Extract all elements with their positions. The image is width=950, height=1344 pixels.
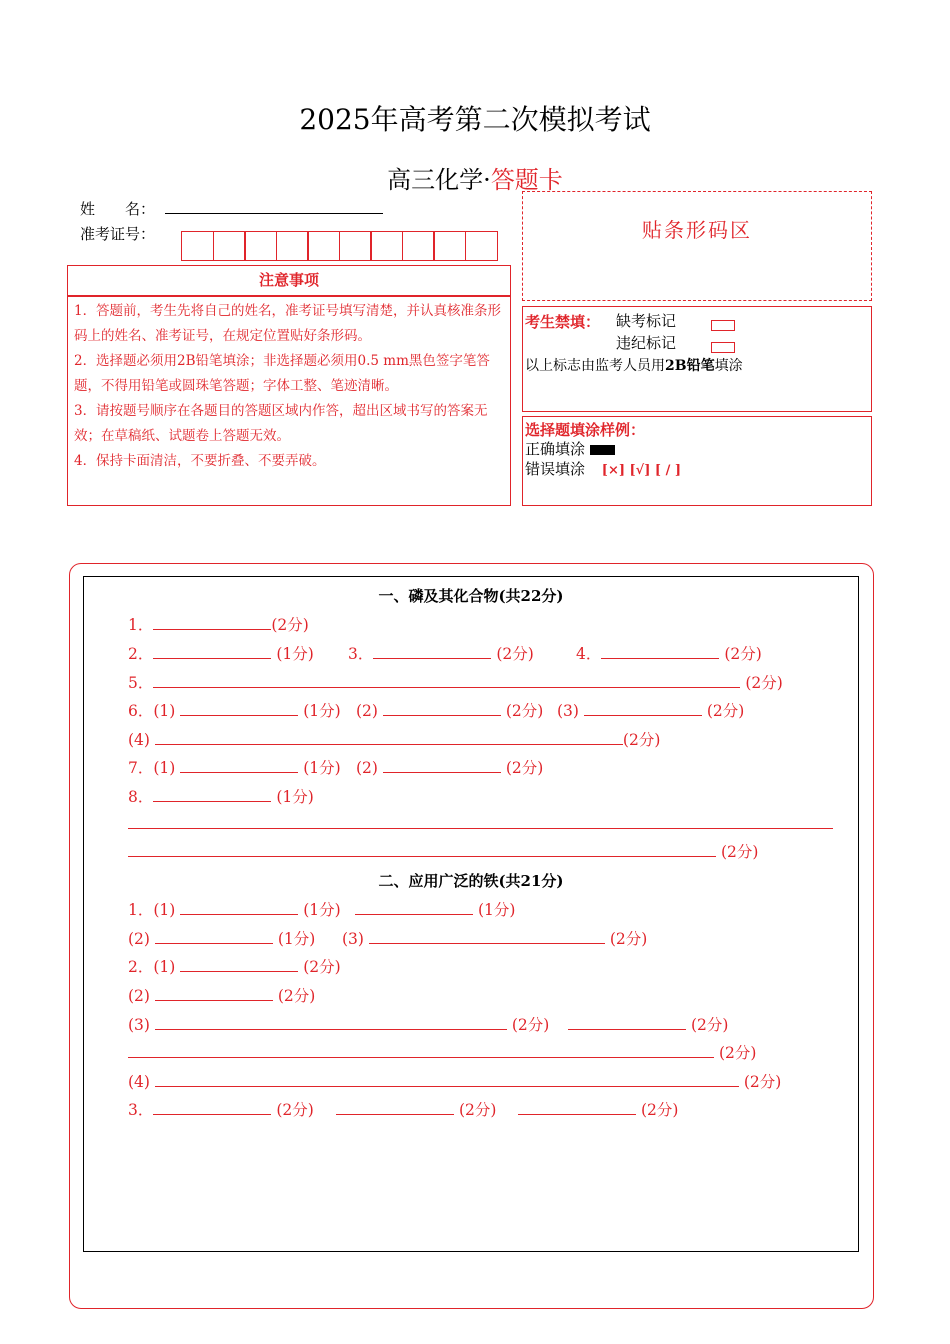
q2-row xyxy=(128,642,314,664)
score: (2分) xyxy=(622,731,661,749)
notice-item-3 xyxy=(74,399,504,449)
answer-card-label: 答题卡 xyxy=(490,166,563,194)
absent-label: 缺考标记 xyxy=(616,312,677,330)
r1-row xyxy=(128,898,341,920)
q-num: (2) xyxy=(356,702,378,720)
r5-row xyxy=(128,984,315,1006)
notice-num: 3． xyxy=(74,403,97,419)
section-2-heading: 二、应用广泛的铁(共21分) xyxy=(378,872,564,890)
notice-text: 保持卡面清洁，不要折叠、不要弄破。 xyxy=(96,453,326,469)
examiner-only-box xyxy=(522,306,872,412)
answer-line[interactable] xyxy=(128,828,833,829)
score: (2分) xyxy=(276,1101,314,1119)
q7-2-row xyxy=(356,756,543,778)
answer-blank[interactable] xyxy=(180,758,298,773)
q5-row xyxy=(128,671,783,693)
q-num: 2． xyxy=(128,645,154,663)
score: (2分) xyxy=(690,1016,729,1034)
q-num: 3． xyxy=(348,645,374,663)
id-digit-box[interactable] xyxy=(370,231,403,261)
score: (1分) xyxy=(303,759,341,777)
score: (2分) xyxy=(303,958,341,976)
exam-id-label: 准考证号： xyxy=(80,225,156,243)
r4-row xyxy=(128,955,341,977)
score: (1分) xyxy=(277,930,316,948)
answer-blank[interactable] xyxy=(155,929,273,944)
answer-blank[interactable] xyxy=(336,1100,454,1115)
notice-text: 选择题必须用2B铅笔填涂；非选择题必须用0.5 mm黑色签字笔答题，不得用铅笔或圆珠笔答题；字体工整、笔迹清晰。 xyxy=(74,353,490,394)
q8-end-row xyxy=(128,840,758,862)
q6-3-row xyxy=(557,699,744,721)
notice-heading: 注意事项 xyxy=(67,265,511,296)
notice-num: 2． xyxy=(74,353,97,369)
subject-label: 高三化学· xyxy=(387,166,491,194)
barcode-area xyxy=(522,191,872,301)
notice-item-4 xyxy=(74,449,504,474)
q-num: 2．(1) xyxy=(128,958,176,976)
notice-num: 1． xyxy=(74,303,97,319)
answer-blank[interactable] xyxy=(383,758,501,773)
notice-box xyxy=(67,296,511,506)
wrong-fill-row xyxy=(525,458,681,479)
correct-fill-row xyxy=(525,438,615,459)
q6-4-row xyxy=(128,728,660,750)
id-digit-box[interactable] xyxy=(465,231,498,261)
r8-row xyxy=(128,1070,781,1092)
r1b-row xyxy=(355,898,515,920)
answer-blank[interactable] xyxy=(369,929,605,944)
answer-blank[interactable] xyxy=(153,644,271,659)
score: (2分) xyxy=(724,645,762,663)
q-num: 7．(1) xyxy=(128,759,176,777)
answer-blank[interactable] xyxy=(153,1100,271,1115)
score: (2分) xyxy=(720,843,759,861)
q-num: (2) xyxy=(128,987,150,1005)
answer-blank[interactable] xyxy=(355,900,473,915)
id-digit-box[interactable] xyxy=(213,231,246,261)
r6-row xyxy=(128,1013,549,1035)
q7-row xyxy=(128,756,341,778)
answer-blank[interactable] xyxy=(128,842,716,857)
barcode-label: 贴条形码区 xyxy=(642,218,752,242)
id-digit-box[interactable] xyxy=(402,231,435,261)
id-digit-box[interactable] xyxy=(244,231,277,261)
forbid-note xyxy=(525,355,743,375)
correct-fill-sample xyxy=(590,445,615,455)
wrong-fill-label: 错误填涂 xyxy=(525,460,586,478)
score: (1分) xyxy=(276,788,314,806)
r3-row xyxy=(342,927,647,949)
score: (2分) xyxy=(706,702,745,720)
answer-blank[interactable] xyxy=(601,644,719,659)
id-digit-box[interactable] xyxy=(276,231,309,261)
id-digit-box[interactable] xyxy=(181,231,214,261)
absent-mark-box[interactable] xyxy=(711,320,735,331)
score: (2分) xyxy=(609,930,648,948)
forbid-note-pre: 以上标志由监考人员用 xyxy=(525,358,665,374)
wrong-fill-samples: [×] [√] [ / ] xyxy=(601,463,681,478)
section-1-heading: 一、磷及其化合物(共22分) xyxy=(378,587,564,605)
id-digit-box[interactable] xyxy=(433,231,466,261)
r6b-row xyxy=(568,1013,728,1035)
answer-blank[interactable] xyxy=(518,1100,636,1115)
notice-item-2 xyxy=(74,349,504,399)
notice-text: 答题前，考生先将自己的姓名，准考证号填写清楚，并认真核准条形码上的姓名、准考证号，在规定位置贴好条形码。 xyxy=(74,303,501,344)
q-num: 8． xyxy=(128,788,154,806)
answer-blank[interactable] xyxy=(180,701,298,716)
score: (2分) xyxy=(745,674,783,692)
score: (1分) xyxy=(303,901,341,919)
q4-row xyxy=(576,642,762,664)
answer-blank[interactable] xyxy=(373,644,491,659)
q-num: 5． xyxy=(128,674,154,692)
id-digit-box[interactable] xyxy=(307,231,340,261)
answer-blank[interactable] xyxy=(153,673,740,688)
q-num: 1． xyxy=(128,616,154,634)
r9-row xyxy=(128,1098,314,1120)
score: (2分) xyxy=(505,702,544,720)
correct-fill-label: 正确填涂 xyxy=(525,440,586,458)
q-num: (2) xyxy=(356,759,378,777)
forbid-note-bold: 2B铅笔 xyxy=(665,358,715,374)
q-num: (3) xyxy=(342,930,364,948)
name-label: 姓 名： xyxy=(80,200,156,218)
score: (2分) xyxy=(718,1044,757,1062)
score: (2分) xyxy=(496,645,534,663)
forbid-note-post: 填涂 xyxy=(714,358,743,374)
exam-title: 2025年高考第二次模拟考试 xyxy=(299,103,651,136)
answer-blank[interactable] xyxy=(155,986,273,1001)
answer-blank[interactable] xyxy=(155,730,623,745)
q-num: (3) xyxy=(557,702,579,720)
r7-row xyxy=(128,1041,756,1063)
fill-sample-box xyxy=(522,416,872,506)
answer-blank[interactable] xyxy=(155,1015,507,1030)
q-num: 4． xyxy=(576,645,602,663)
answer-blank[interactable] xyxy=(153,787,271,802)
score: (2分) xyxy=(271,616,309,634)
notice-text: 请按题号顺序在各题目的答题区域内作答，超出区域书写的答案无效；在草稿纸、试题卷上答题无效。 xyxy=(74,403,488,444)
answer-blank[interactable] xyxy=(153,615,271,630)
score: (2分) xyxy=(277,987,316,1005)
answer-blank[interactable] xyxy=(584,701,702,716)
notice-num: 4． xyxy=(74,453,97,469)
exam-id-boxes[interactable] xyxy=(181,231,496,261)
answer-blank[interactable] xyxy=(180,900,298,915)
score: (2分) xyxy=(743,1073,782,1091)
score: (2分) xyxy=(458,1101,497,1119)
q6-2-row xyxy=(356,699,543,721)
q3-row xyxy=(348,642,534,664)
q1-row xyxy=(128,613,309,635)
score: (2分) xyxy=(640,1101,679,1119)
q-num: 6．(1) xyxy=(128,702,176,720)
violation-label: 违纪标记 xyxy=(616,334,677,352)
score: (1分) xyxy=(477,901,516,919)
q-num: (4) xyxy=(128,1073,150,1091)
r9c-row xyxy=(518,1098,678,1120)
q8-row xyxy=(128,785,314,807)
q-num: (3) xyxy=(128,1016,150,1034)
notice-item-1 xyxy=(74,299,504,349)
q-num: 3． xyxy=(128,1101,154,1119)
answer-blank[interactable] xyxy=(180,957,298,972)
score: (1分) xyxy=(303,702,341,720)
answer-blank[interactable] xyxy=(128,1043,714,1058)
answer-blank[interactable] xyxy=(568,1015,686,1030)
id-digit-box[interactable] xyxy=(339,231,372,261)
sample-title: 选择题填涂样例： xyxy=(525,421,646,439)
answer-blank[interactable] xyxy=(383,701,501,716)
score: (1分) xyxy=(276,645,314,663)
score: (2分) xyxy=(511,1016,550,1034)
forbid-title: 考生禁填： xyxy=(525,313,601,331)
r2-row xyxy=(128,927,315,949)
q-num: (2) xyxy=(128,930,150,948)
score: (2分) xyxy=(505,759,544,777)
card-subtitle xyxy=(0,160,950,195)
violation-mark-box[interactable] xyxy=(711,342,735,353)
q6-row xyxy=(128,699,341,721)
name-field[interactable] xyxy=(165,213,383,214)
q-num: (4) xyxy=(128,731,150,749)
q-num: 1．(1) xyxy=(128,901,176,919)
r9b-row xyxy=(336,1098,496,1120)
answer-blank[interactable] xyxy=(155,1072,739,1087)
